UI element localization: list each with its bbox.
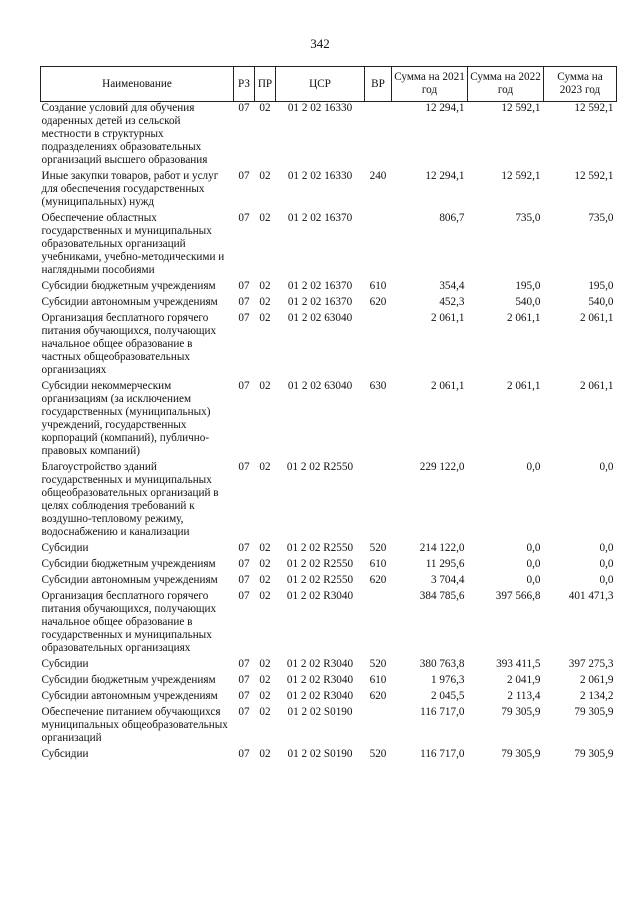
cell-sum-2021: 3 704,4 [430, 574, 465, 586]
cell-csr: 01 2 02 16370 [287, 280, 353, 292]
table-row [41, 558, 617, 574]
header-name: Наименование [41, 67, 234, 102]
cell-name: Организация бесплатного горячего питания обучающихся, получающих начальное общее образование в частных общеобразовательных организациях [41, 312, 217, 376]
cell-csr: 01 2 02 R3040 [286, 674, 354, 686]
cell-sum-2022: 12 592,1 [501, 170, 541, 182]
cell-pr: 02 [259, 170, 271, 182]
table-row [41, 690, 617, 706]
cell-pr: 02 [259, 590, 271, 602]
cell-sum-2022: 540,0 [515, 296, 541, 308]
cell-sum-2022: 2 113,4 [507, 690, 541, 702]
cell-pr: 02 [259, 674, 271, 686]
table-body [41, 102, 617, 765]
cell-name: Благоустройство зданий государственных и муниципальных общеобразовательных организаций в целях соблюдения требований к воздушно-тепловому режиму, водоснабжению и канализации [41, 461, 219, 538]
cell-name: Субсидии автономным учреждениям [41, 574, 218, 586]
cell-sum-2022: 2 061,1 [506, 312, 541, 324]
cell-csr: 01 2 02 R2550 [286, 461, 354, 473]
cell-vr: 610 [369, 558, 387, 570]
cell-csr: 01 2 02 R2550 [286, 542, 354, 554]
table-row [41, 312, 617, 380]
header-vr: ВР [365, 67, 392, 102]
cell-csr: 01 2 02 63040 [287, 312, 353, 324]
budget-table [40, 66, 617, 764]
cell-rz: 07 [238, 574, 250, 586]
cell-csr: 01 2 02 R3040 [286, 658, 354, 670]
cell-csr: 01 2 02 S0190 [287, 706, 353, 718]
table-row [41, 212, 617, 280]
header-sum-2022: Сумма на 2022 год [468, 67, 544, 102]
cell-pr: 02 [259, 706, 271, 718]
cell-pr: 02 [259, 574, 271, 586]
cell-pr: 02 [259, 690, 271, 702]
cell-rz: 07 [238, 748, 250, 760]
cell-rz: 07 [238, 674, 250, 686]
cell-pr: 02 [259, 280, 271, 292]
cell-sum-2023: 79 305,9 [574, 748, 614, 760]
table-row [41, 658, 617, 674]
cell-sum-2023: 0,0 [599, 558, 614, 570]
cell-rz: 07 [238, 590, 250, 602]
cell-sum-2021: 452,3 [439, 296, 465, 308]
cell-sum-2021: 2 061,1 [430, 312, 465, 324]
cell-vr [365, 312, 392, 380]
cell-pr: 02 [259, 102, 271, 114]
cell-vr: 520 [369, 748, 387, 760]
cell-rz: 07 [238, 690, 250, 702]
cell-csr: 01 2 02 16330 [287, 170, 353, 182]
cell-sum-2021: 354,4 [439, 280, 465, 292]
table-row [41, 674, 617, 690]
table-row [41, 280, 617, 296]
header-pr: ПР [255, 67, 276, 102]
cell-sum-2023: 79 305,9 [574, 706, 614, 718]
cell-sum-2022: 393 411,5 [496, 658, 541, 670]
cell-sum-2023: 2 061,1 [579, 312, 614, 324]
cell-vr: 620 [369, 690, 387, 702]
cell-name: Субсидии автономным учреждениям [41, 690, 218, 702]
cell-name: Субсидии автономным учреждениям [41, 296, 218, 308]
cell-sum-2021: 11 295,6 [425, 558, 465, 570]
cell-sum-2023: 735,0 [588, 212, 614, 224]
cell-pr: 02 [259, 212, 271, 224]
cell-sum-2023: 12 592,1 [574, 170, 614, 182]
cell-pr: 02 [259, 380, 271, 392]
cell-pr: 02 [259, 461, 271, 473]
cell-csr: 01 2 02 R2550 [286, 574, 354, 586]
cell-sum-2023: 2 061,1 [579, 380, 614, 392]
cell-sum-2021: 116 717,0 [420, 748, 465, 760]
cell-sum-2023: 0,0 [599, 542, 614, 554]
cell-sum-2021: 2 045,5 [430, 690, 465, 702]
cell-sum-2022: 2 061,1 [506, 380, 541, 392]
table-row [41, 296, 617, 312]
cell-csr: 01 2 02 16330 [287, 102, 353, 114]
cell-sum-2022: 735,0 [515, 212, 541, 224]
cell-sum-2021: 806,7 [439, 212, 465, 224]
header-sum-2023: Сумма на 2023 год [544, 67, 617, 102]
cell-name: Обеспечение областных государственных и муниципальных образовательных организаций учебниками, учебно-методическими и наглядными пособиями [41, 212, 225, 276]
cell-csr: 01 2 02 R2550 [286, 558, 354, 570]
cell-name: Создание условий для обучения одаренных детей из сельской местности в структурных подразделениях образовательных организаций высшего образования [41, 102, 208, 166]
cell-sum-2023: 0,0 [599, 574, 614, 586]
cell-sum-2022: 0,0 [526, 542, 541, 554]
cell-name: Субсидии бюджетным учреждениям [41, 280, 216, 292]
table-row [41, 748, 617, 764]
table-row [41, 102, 617, 171]
cell-csr: 01 2 02 16370 [287, 296, 353, 308]
cell-pr: 02 [259, 542, 271, 554]
cell-name: Субсидии бюджетным учреждениям [41, 558, 216, 570]
cell-pr: 02 [259, 658, 271, 670]
cell-vr [365, 590, 392, 658]
table-row [41, 380, 617, 461]
table-row [41, 706, 617, 748]
cell-vr: 240 [369, 170, 387, 182]
header-csr: ЦСР [276, 67, 365, 102]
cell-sum-2021: 116 717,0 [420, 706, 465, 718]
cell-vr [365, 461, 392, 542]
cell-rz: 07 [238, 658, 250, 670]
table-row [41, 542, 617, 558]
cell-sum-2021: 384 785,6 [419, 590, 465, 602]
cell-name: Организация бесплатного горячего питания обучающихся, получающих начальное общее образование в государственных и муниципальных образовательных организациях [41, 590, 217, 654]
cell-csr: 01 2 02 16370 [287, 212, 353, 224]
cell-sum-2021: 12 294,1 [425, 102, 465, 114]
cell-rz: 07 [238, 212, 250, 224]
cell-sum-2022: 195,0 [515, 280, 541, 292]
cell-csr: 01 2 02 R3040 [286, 690, 354, 702]
cell-sum-2022: 12 592,1 [501, 102, 541, 114]
cell-rz: 07 [238, 296, 250, 308]
cell-name: Субсидии [41, 748, 89, 760]
cell-sum-2023: 2 134,2 [579, 690, 614, 702]
cell-vr [365, 706, 392, 748]
cell-sum-2022: 397 566,8 [495, 590, 541, 602]
cell-sum-2022: 0,0 [526, 461, 541, 473]
cell-sum-2023: 195,0 [588, 280, 614, 292]
cell-sum-2021: 380 763,8 [419, 658, 465, 670]
cell-rz: 07 [238, 542, 250, 554]
cell-pr: 02 [259, 296, 271, 308]
cell-rz: 07 [238, 380, 250, 392]
cell-rz: 07 [238, 280, 250, 292]
cell-name: Субсидии [41, 542, 89, 554]
cell-rz: 07 [238, 170, 250, 182]
cell-csr: 01 2 02 R3040 [286, 590, 354, 602]
cell-sum-2023: 0,0 [599, 461, 614, 473]
cell-pr: 02 [259, 748, 271, 760]
header-rz: РЗ [234, 67, 255, 102]
cell-vr [365, 212, 392, 280]
cell-sum-2022: 0,0 [526, 558, 541, 570]
cell-sum-2021: 2 061,1 [430, 380, 465, 392]
table-row [41, 590, 617, 658]
cell-vr: 610 [369, 674, 387, 686]
cell-sum-2021: 1 976,3 [430, 674, 465, 686]
cell-rz: 07 [238, 312, 250, 324]
cell-rz: 07 [238, 706, 250, 718]
cell-vr: 610 [369, 280, 387, 292]
cell-sum-2021: 214 122,0 [419, 542, 465, 554]
cell-sum-2023: 540,0 [588, 296, 614, 308]
cell-sum-2023: 401 471,3 [568, 590, 614, 602]
cell-name: Иные закупки товаров, работ и услуг для обеспечения государственных (муниципальных) нужд [41, 170, 219, 208]
table-row [41, 461, 617, 542]
cell-sum-2021: 12 294,1 [425, 170, 465, 182]
table-header [41, 67, 617, 102]
cell-pr: 02 [259, 312, 271, 324]
cell-csr: 01 2 02 63040 [287, 380, 353, 392]
cell-name: Субсидии некоммерческим организациям (за исключением государственных (муниципальных) учреждений, государственных корпораций (компаний), публично-правовых компаний) [41, 380, 211, 457]
cell-sum-2023: 2 061,9 [579, 674, 614, 686]
cell-vr [365, 102, 392, 171]
cell-rz: 07 [238, 558, 250, 570]
cell-name: Субсидии [41, 658, 89, 670]
cell-sum-2022: 79 305,9 [501, 748, 541, 760]
header-sum-2021: Сумма на 2021 год [392, 67, 468, 102]
cell-name: Обеспечение питанием обучающихся муниципальных общеобразовательных организаций [41, 706, 228, 744]
cell-sum-2023: 12 592,1 [574, 102, 614, 114]
cell-sum-2022: 79 305,9 [501, 706, 541, 718]
cell-vr: 520 [369, 658, 387, 670]
cell-sum-2021: 229 122,0 [419, 461, 465, 473]
cell-csr: 01 2 02 S0190 [287, 748, 353, 760]
cell-sum-2022: 0,0 [526, 574, 541, 586]
cell-pr: 02 [259, 558, 271, 570]
page-number: 342 [310, 36, 330, 51]
cell-vr: 520 [369, 542, 387, 554]
cell-vr: 620 [369, 574, 387, 586]
cell-vr: 620 [369, 296, 387, 308]
cell-vr: 630 [369, 380, 387, 392]
cell-sum-2023: 397 275,3 [568, 658, 614, 670]
cell-name: Субсидии бюджетным учреждениям [41, 674, 216, 686]
cell-sum-2022: 2 041,9 [506, 674, 541, 686]
cell-rz: 07 [238, 461, 250, 473]
table-row [41, 170, 617, 212]
table-row [41, 574, 617, 590]
cell-rz: 07 [238, 102, 250, 114]
